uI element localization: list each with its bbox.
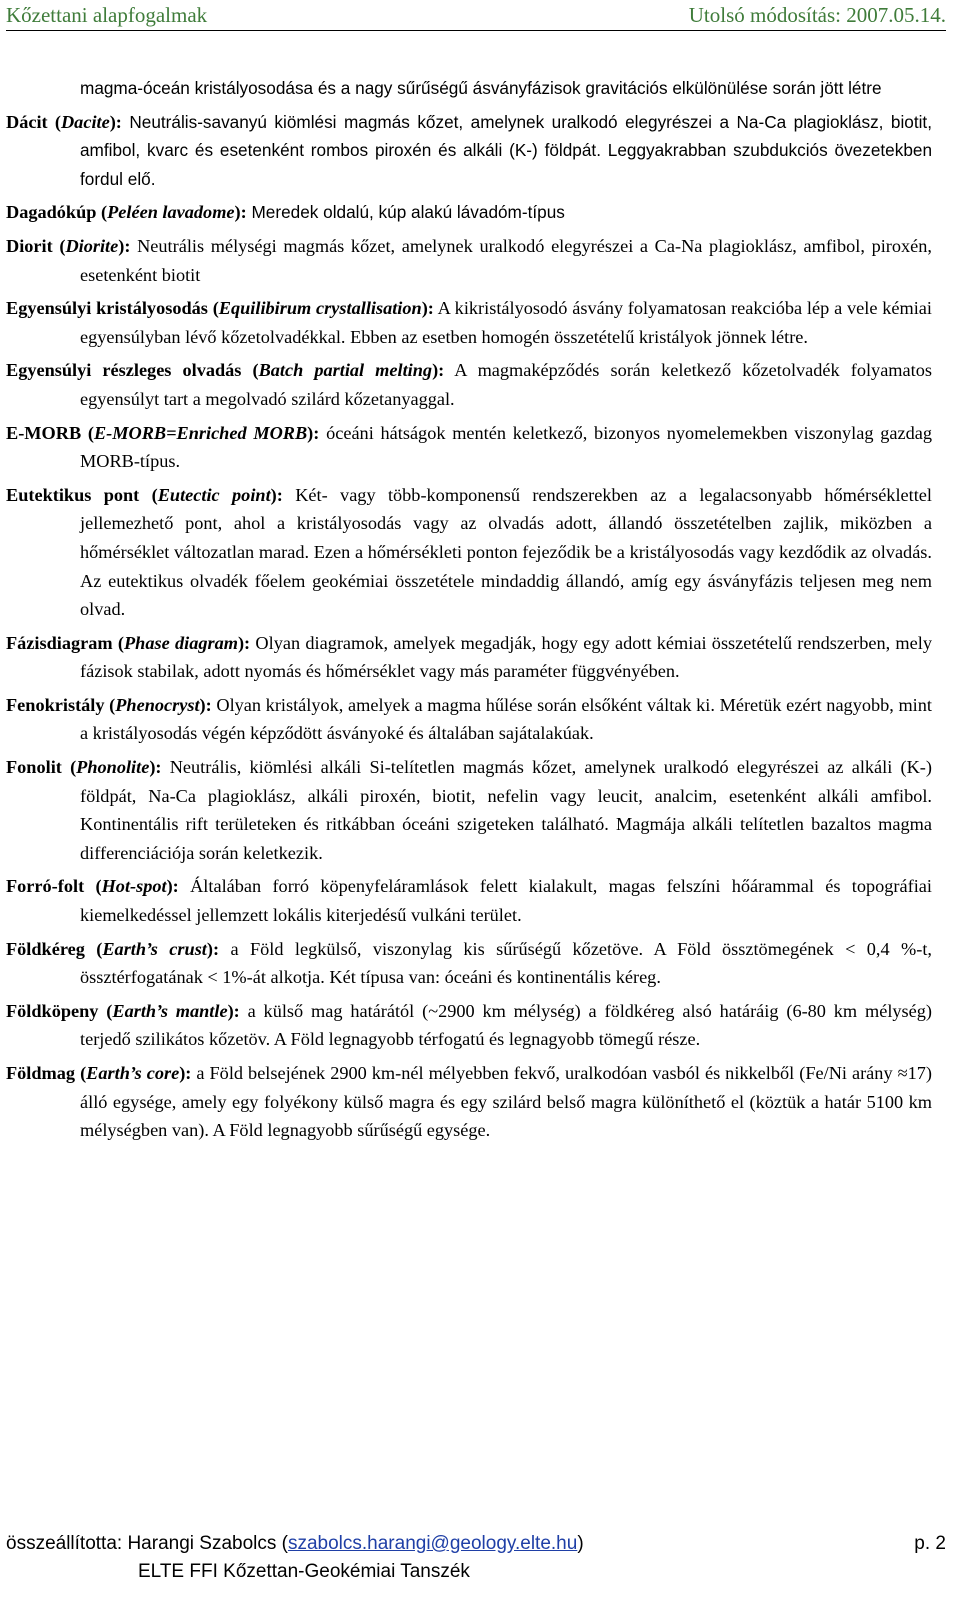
glossary-entry — [6, 108, 932, 194]
glossary-entry — [6, 294, 932, 351]
entry-open-paren: ( — [61, 757, 77, 778]
glossary-entry — [6, 935, 932, 992]
footer-close-paren: ) — [577, 1533, 584, 1554]
entry-latin-term: Eutectic point — [157, 484, 271, 505]
entry-close-paren: ): — [166, 876, 179, 897]
entry-definition: a Föld legkülső, viszonylag kis sűrűségű kőzetöve. A Föld össztömegének < 0,4 %-t, össztérfogatának < 1%-át alkotja. Két típusa van: óceáni és kontinentális kéreg. — [80, 938, 932, 988]
entry-definition: óceáni hátságok mentén keletkező, bizonyos nyomelemekben viszonylag gazdag MORB-típus. — [80, 422, 932, 472]
entry-latin-term: Diorite — [65, 235, 119, 256]
glossary-entry — [6, 691, 932, 748]
entry-open-paren: ( — [104, 694, 116, 715]
page-header — [6, 0, 946, 31]
entry-open-paren: ( — [207, 298, 219, 319]
entry-latin-term: Phonolite — [76, 757, 150, 778]
glossary-entry — [6, 997, 932, 1054]
entry-definition: Meredek oldalú, kúp alakú lávadóm-típus — [246, 202, 565, 223]
glossary-entry — [6, 753, 932, 867]
entry-close-paren: ): — [109, 111, 122, 132]
glossary-entry — [6, 629, 932, 686]
entry-term: Dagadókúp — [6, 202, 97, 223]
glossary-entry — [6, 1059, 932, 1145]
entry-term: Eutektikus pont — [6, 484, 140, 505]
glossary-entry — [6, 481, 932, 624]
footer-institution: ELTE FFI Kőzettan-Geokémiai Tanszék — [138, 1561, 470, 1582]
entry-latin-term: Equilibirum crystallisation — [218, 298, 422, 319]
entry-open-paren: ( — [75, 1063, 87, 1083]
entry-term: Fenokristály — [6, 694, 105, 715]
entry-latin-term: Earth’s mantle — [112, 1000, 228, 1021]
entry-close-paren: ): — [149, 757, 162, 778]
entry-definition: A magmaképződés során keletkező kőzetolvadék folyamatos egyensúlyt tart a megolvadó szilárd kőzetanyaggal. — [80, 360, 932, 409]
footer-email-link[interactable]: szabolcs.harangi@geology.elte.hu — [287, 1533, 578, 1554]
glossary-entry — [6, 872, 932, 929]
entry-definition: Két- vagy több-komponensű rendszerekben az a legalacsonyabb hőmérséklettel jellemezhető pont, ahol a kristályosodás vagy az olvadás adott, állandó összetételben zajlik, miközben a hőmérséklet változatlan marad. Ezen a hőmérsékleti ponton fejeződik be a kristályosodás vagy kezdődik az olvadás. Az eutektikus olvadék főelem geokémiai összetétele mindaddig állandó, amíg egy ásványfázis teljesen meg nem olvad. — [80, 484, 932, 620]
continuation-text: magma-óceán kristályosodása és a nagy sűrűségű ásványfázisok gravitációs elkülönülése során jött létre — [80, 78, 882, 98]
entry-open-paren: ( — [84, 876, 102, 897]
entry-latin-term: Peléen lavadome — [107, 202, 235, 223]
entry-definition: Neutrális, kiömlési alkáli Si-telítetlen magmás kőzet, amelynek uralkodó elegyrészei az alkáli (K-) földpát, Na-Ca plagioklász, alkáli piroxén, biotit, nefelin vagy leucit, analcim, esetenként alkáli amfibol. Kontinentális rift területeken és ritkábban óceáni szigeteken található. Magmája alkáli telítetlen bazaltos magma differenciációja során keletkezik. — [80, 757, 932, 863]
entry-open-paren: ( — [96, 202, 108, 223]
entry-close-paren: ): — [421, 298, 434, 319]
glossary-entry — [6, 198, 932, 227]
entry-latin-term: Phase diagram — [124, 632, 238, 653]
entry-term: Fázisdiagram — [6, 632, 113, 653]
footer-compiled-by: összeállította: Harangi Szabolcs ( — [6, 1533, 288, 1554]
entry-open-paren: ( — [241, 360, 259, 381]
entry-term: Földköpeny — [6, 1000, 99, 1021]
header-modified-date: Utolsó módosítás: 2007.05.14. — [688, 2, 946, 27]
entry-close-paren: ): — [307, 422, 320, 443]
footer-page-number: p. 2 — [914, 1533, 946, 1554]
header-title: Kőzettani alapfogalmak — [6, 2, 208, 27]
entry-open-paren: ( — [139, 484, 158, 505]
entry-term: Dácit — [6, 111, 48, 132]
entry-close-paren: ): — [227, 1000, 240, 1021]
glossary-continuation — [6, 74, 932, 103]
entry-close-paren: ): — [199, 694, 212, 715]
entry-definition: Neutrális mélységi magmás kőzet, amelynek uralkodó elegyrészei a Ca-Na plagioklász, amfibol, piroxén, esetenként biotit — [80, 235, 932, 285]
entry-close-paren: ): — [432, 360, 445, 381]
entry-definition: a külső mag határától (~2900 km mélység) a földkéreg alsó határáig (6-80 km mélység) terjedő szilikátos kőzetöv. A Föld legnagyobb térfogatú és legnagyobb tömegű része. — [80, 1000, 932, 1050]
entry-latin-term: Batch partial melting — [258, 360, 433, 381]
entry-definition: Általában forró köpenyfeláramlások felett kialakult, magas felszíni hőárammal és topográfiai kiemelkedéssel jellemzett lokális kiterjedésű vulkáni terület. — [80, 876, 932, 926]
glossary-entry — [6, 419, 932, 476]
entry-latin-term: Earth’s core — [86, 1063, 180, 1083]
entry-close-paren: ): — [270, 484, 283, 505]
entry-term: Földkéreg — [6, 938, 85, 959]
glossary-entries — [6, 108, 932, 1145]
entry-latin-term: Hot-spot — [101, 876, 167, 897]
entry-term: Egyensúlyi részleges olvadás — [6, 360, 242, 381]
entry-close-paren: ): — [237, 632, 251, 653]
entry-term: Fonolit — [6, 757, 62, 778]
entry-close-paren: ): — [206, 938, 220, 959]
entry-open-paren: ( — [52, 235, 66, 256]
entry-latin-term: E-MORB=Enriched MORB — [93, 422, 308, 443]
entry-open-paren: ( — [112, 632, 124, 653]
entry-term: Diorit — [6, 235, 53, 256]
entry-latin-term: Earth’s crust — [102, 938, 207, 959]
entry-term: Forró-folt — [6, 876, 85, 897]
entry-close-paren: ): — [234, 202, 247, 223]
footer-credit — [6, 1530, 584, 1558]
entry-latin-term: Dacite — [60, 111, 110, 132]
entry-open-paren: ( — [84, 938, 103, 959]
glossary-entry — [6, 356, 932, 413]
entry-definition: A kikristályosodó ásvány folyamatosan reakcióba lép a vele kémiai egyensúlyban lévő kőzetolvadékkal. Ebben az esetben homogén összetételű kristályok jönnek létre. — [80, 298, 932, 347]
entry-open-paren: ( — [98, 1000, 113, 1021]
entry-term: Egyensúlyi kristályosodás — [6, 298, 208, 319]
glossary-content — [6, 74, 932, 1150]
entry-definition: Neutrális-savanyú kiömlési magmás kőzet, amelynek uralkodó elegyrészei a Na-Ca plagioklász, biotit, amfibol, kvarc és esetenként rombos piroxén és alkáli (K-) földpát. Leggyakrabban szubdukciós övezetekben fordul elő. — [80, 111, 932, 189]
glossary-entry — [6, 232, 932, 289]
entry-close-paren: ): — [118, 235, 131, 256]
entry-open-paren: ( — [47, 111, 61, 132]
page-footer — [6, 1530, 946, 1586]
entry-definition: Olyan diagramok, amelyek megadják, hogy egy adott kémiai összetételű rendszerben, mely fázisok stabilak, adott nyomás és hőmérséklet vagy más paraméter függvényében. — [80, 632, 932, 682]
entry-open-paren: ( — [81, 422, 94, 443]
entry-close-paren: ): — [179, 1063, 192, 1083]
entry-term: Földmag — [6, 1063, 76, 1083]
entry-term: E-MORB — [6, 422, 82, 443]
entry-latin-term: Phenocryst — [115, 694, 200, 715]
entry-definition: Olyan kristályok, amelyek a magma hűlése során elsőként váltak ki. Méretük ezért nagyobb, mint a kristályosodás végén képződött ásványoké és általában sajátalakúak. — [80, 694, 932, 744]
entry-definition: a Föld belsejének 2900 km-nél mélyebben fekvő, uralkodóan vasból és nikkelből (Fe/Ni arány ≈17) álló egysége, amely egy folyékony külső magra és egy szilárd belső magra különíthető el (köztük a határ 5100 km mélységben van). A Föld legnagyobb sűrűségű egysége. — [80, 1063, 932, 1141]
